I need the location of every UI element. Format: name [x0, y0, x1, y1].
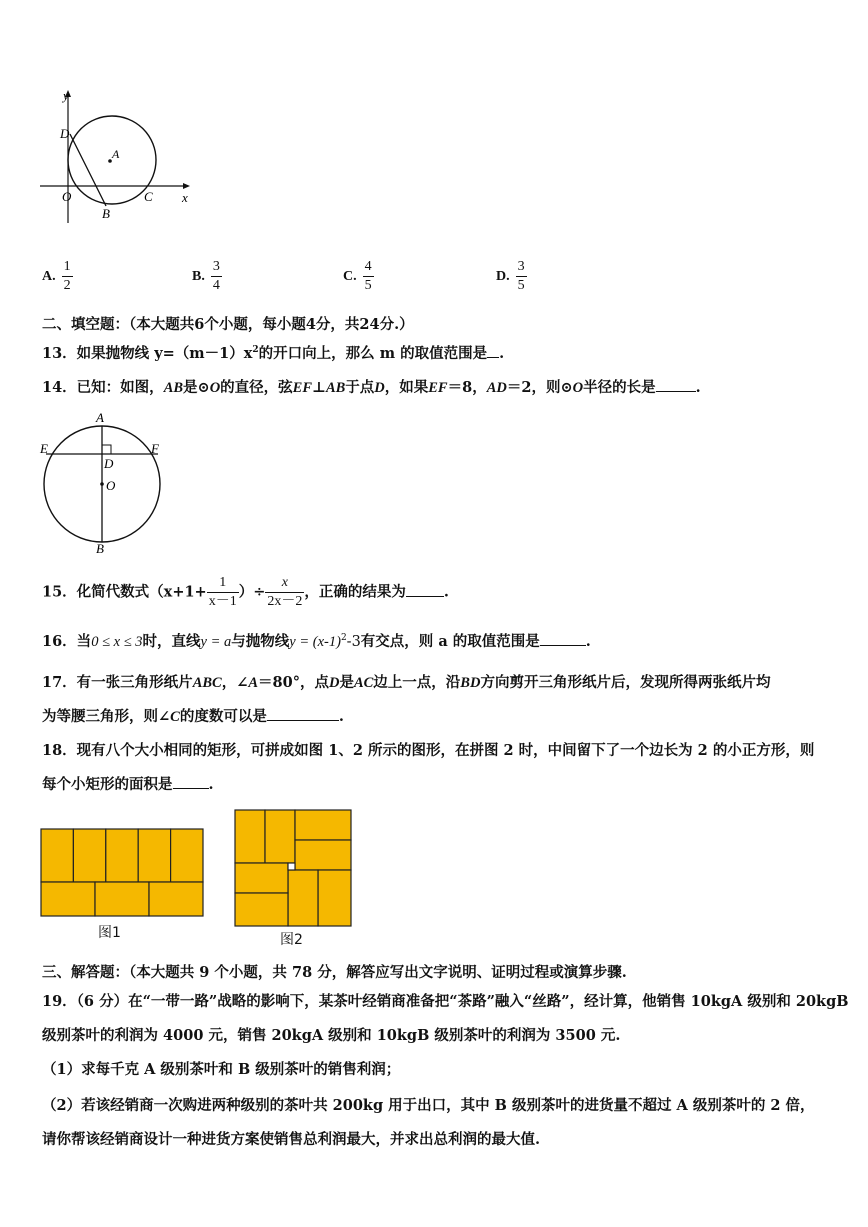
tile: [73, 829, 105, 882]
figure-1-caption: 图1: [98, 925, 121, 941]
label-x: x: [182, 190, 188, 205]
tile: [149, 882, 203, 916]
label-C: C: [144, 189, 153, 204]
question-17-line-2: 为等腰三角形，则∠C的度数可以是 .: [42, 708, 344, 725]
tile: [265, 810, 295, 863]
answer-blank[interactable]: [173, 774, 209, 789]
answer-blank[interactable]: [656, 377, 696, 392]
figure-2-rectangles: [233, 808, 353, 928]
question-16: 16．当0 ≤ x ≤ 3时，直线y = a与抛物线$y = (x-1)^2-3$有交点，则 a 的取值范围是 .: [42, 633, 591, 650]
answer-blank[interactable]: [267, 706, 339, 721]
tile: [295, 840, 351, 870]
label-D: D: [104, 456, 114, 471]
question-13: 13．如果抛物线 $y=(m-1)x^2$的开口向上，那么 m 的取值范围是 .: [42, 345, 505, 362]
tile: [41, 829, 73, 882]
question-19-line-5: 请你帮该经销商设计一种进货方案使销售总利润最大，并求出总利润的最大值.: [42, 1131, 541, 1148]
answer-blank[interactable]: [487, 343, 499, 358]
label-A: A: [112, 147, 120, 161]
tile: [235, 810, 265, 863]
tile: [235, 893, 288, 926]
label-A: A: [96, 410, 104, 425]
question-19-line-2: 级别茶叶的利润为 4000 元，销售 20kgA 级别和 10kgB 级别茶叶的利润为 3500 元.: [42, 1027, 621, 1044]
section-3-heading: 三、解答题：（本大题共 9 个小题，共 78 分，解答应写出文字说明、证明过程或演算步骤.: [42, 964, 627, 981]
figure-2-caption: 图2: [280, 932, 303, 948]
label-F: F: [151, 441, 159, 456]
tile: [318, 870, 351, 926]
question-18-line-1: 18．现有八个大小相同的矩形，可拼成如图 1、2 所示的图形，在拼图 2 时，中间留下了一个边长为 2 的小正方形，则: [42, 742, 815, 759]
option-b: B. $\frac{3}{4}$: [192, 259, 220, 293]
right-angle-mark: [102, 445, 111, 454]
question-19-part-2: （2）若该经销商一次购进两种级别的茶叶共 200kg 用于出口，其中 B 级别茶叶的进货量不超过 A 级别茶叶的 2 倍，: [42, 1097, 815, 1114]
tile: [95, 882, 149, 916]
question-19-part-1: （1）求每千克 A 级别茶叶和 B 级别茶叶的销售利润；: [42, 1061, 401, 1078]
section-2-heading: 二、填空题：（本大题共6个小题，每小题4分，共24分.）: [42, 316, 414, 333]
tile: [106, 829, 138, 882]
option-a: A. $\frac{1}{2}$: [42, 259, 71, 293]
question-18-line-2: 每个小矩形的面积是 .: [42, 776, 214, 793]
tile: [288, 870, 318, 926]
tile: [295, 810, 351, 840]
question-17-line-1: 17．有一张三角形纸片ABC，∠A＝80°，点D是AC边上一点，沿BD方向剪开三角形纸片后，发现所得两张纸片均: [42, 674, 771, 691]
figure-1-rectangles: [40, 828, 204, 918]
tile: [41, 882, 95, 916]
question-14: 14．已知：如图，AB是⊙O的直径，弦EF⊥AB于点D，如果EF＝8，AD＝2，则⊙O半径的长是 .: [42, 379, 701, 396]
figure-coordinate-circle: [38, 88, 198, 228]
label-D: D: [60, 126, 70, 141]
answer-blank[interactable]: [540, 631, 586, 646]
label-E: E: [40, 441, 48, 456]
option-c: C. $\frac{4}{5}$: [343, 259, 372, 293]
answer-blank[interactable]: [406, 582, 444, 597]
label-B: B: [102, 206, 110, 221]
figure-circle-chord: [38, 408, 168, 554]
label-B: B: [96, 541, 104, 554]
label-O: O: [62, 189, 72, 204]
x-axis-arrow: [183, 183, 190, 189]
tile: [138, 829, 170, 882]
tile: [235, 863, 288, 893]
tile: [171, 829, 203, 882]
segment-DB: [70, 134, 106, 206]
question-19-line-1: 19．（6 分）在“一带一路”战略的影响下，某茶叶经销商准备把“茶路”融入“丝路”，经计算，他销售 10kgA 级别和 20kgB: [42, 993, 849, 1010]
center-square: [288, 863, 295, 870]
label-y: y: [63, 88, 69, 103]
center-O: [100, 482, 104, 486]
label-O: O: [106, 478, 116, 493]
option-d: D. $\frac{3}{5}$: [496, 259, 525, 293]
question-15: 15．化简代数式（x+1+ $\frac{1}{x-1}$ ）÷ $\frac{x}{2x-2}$ ，正确的结果为 .: [42, 575, 449, 609]
